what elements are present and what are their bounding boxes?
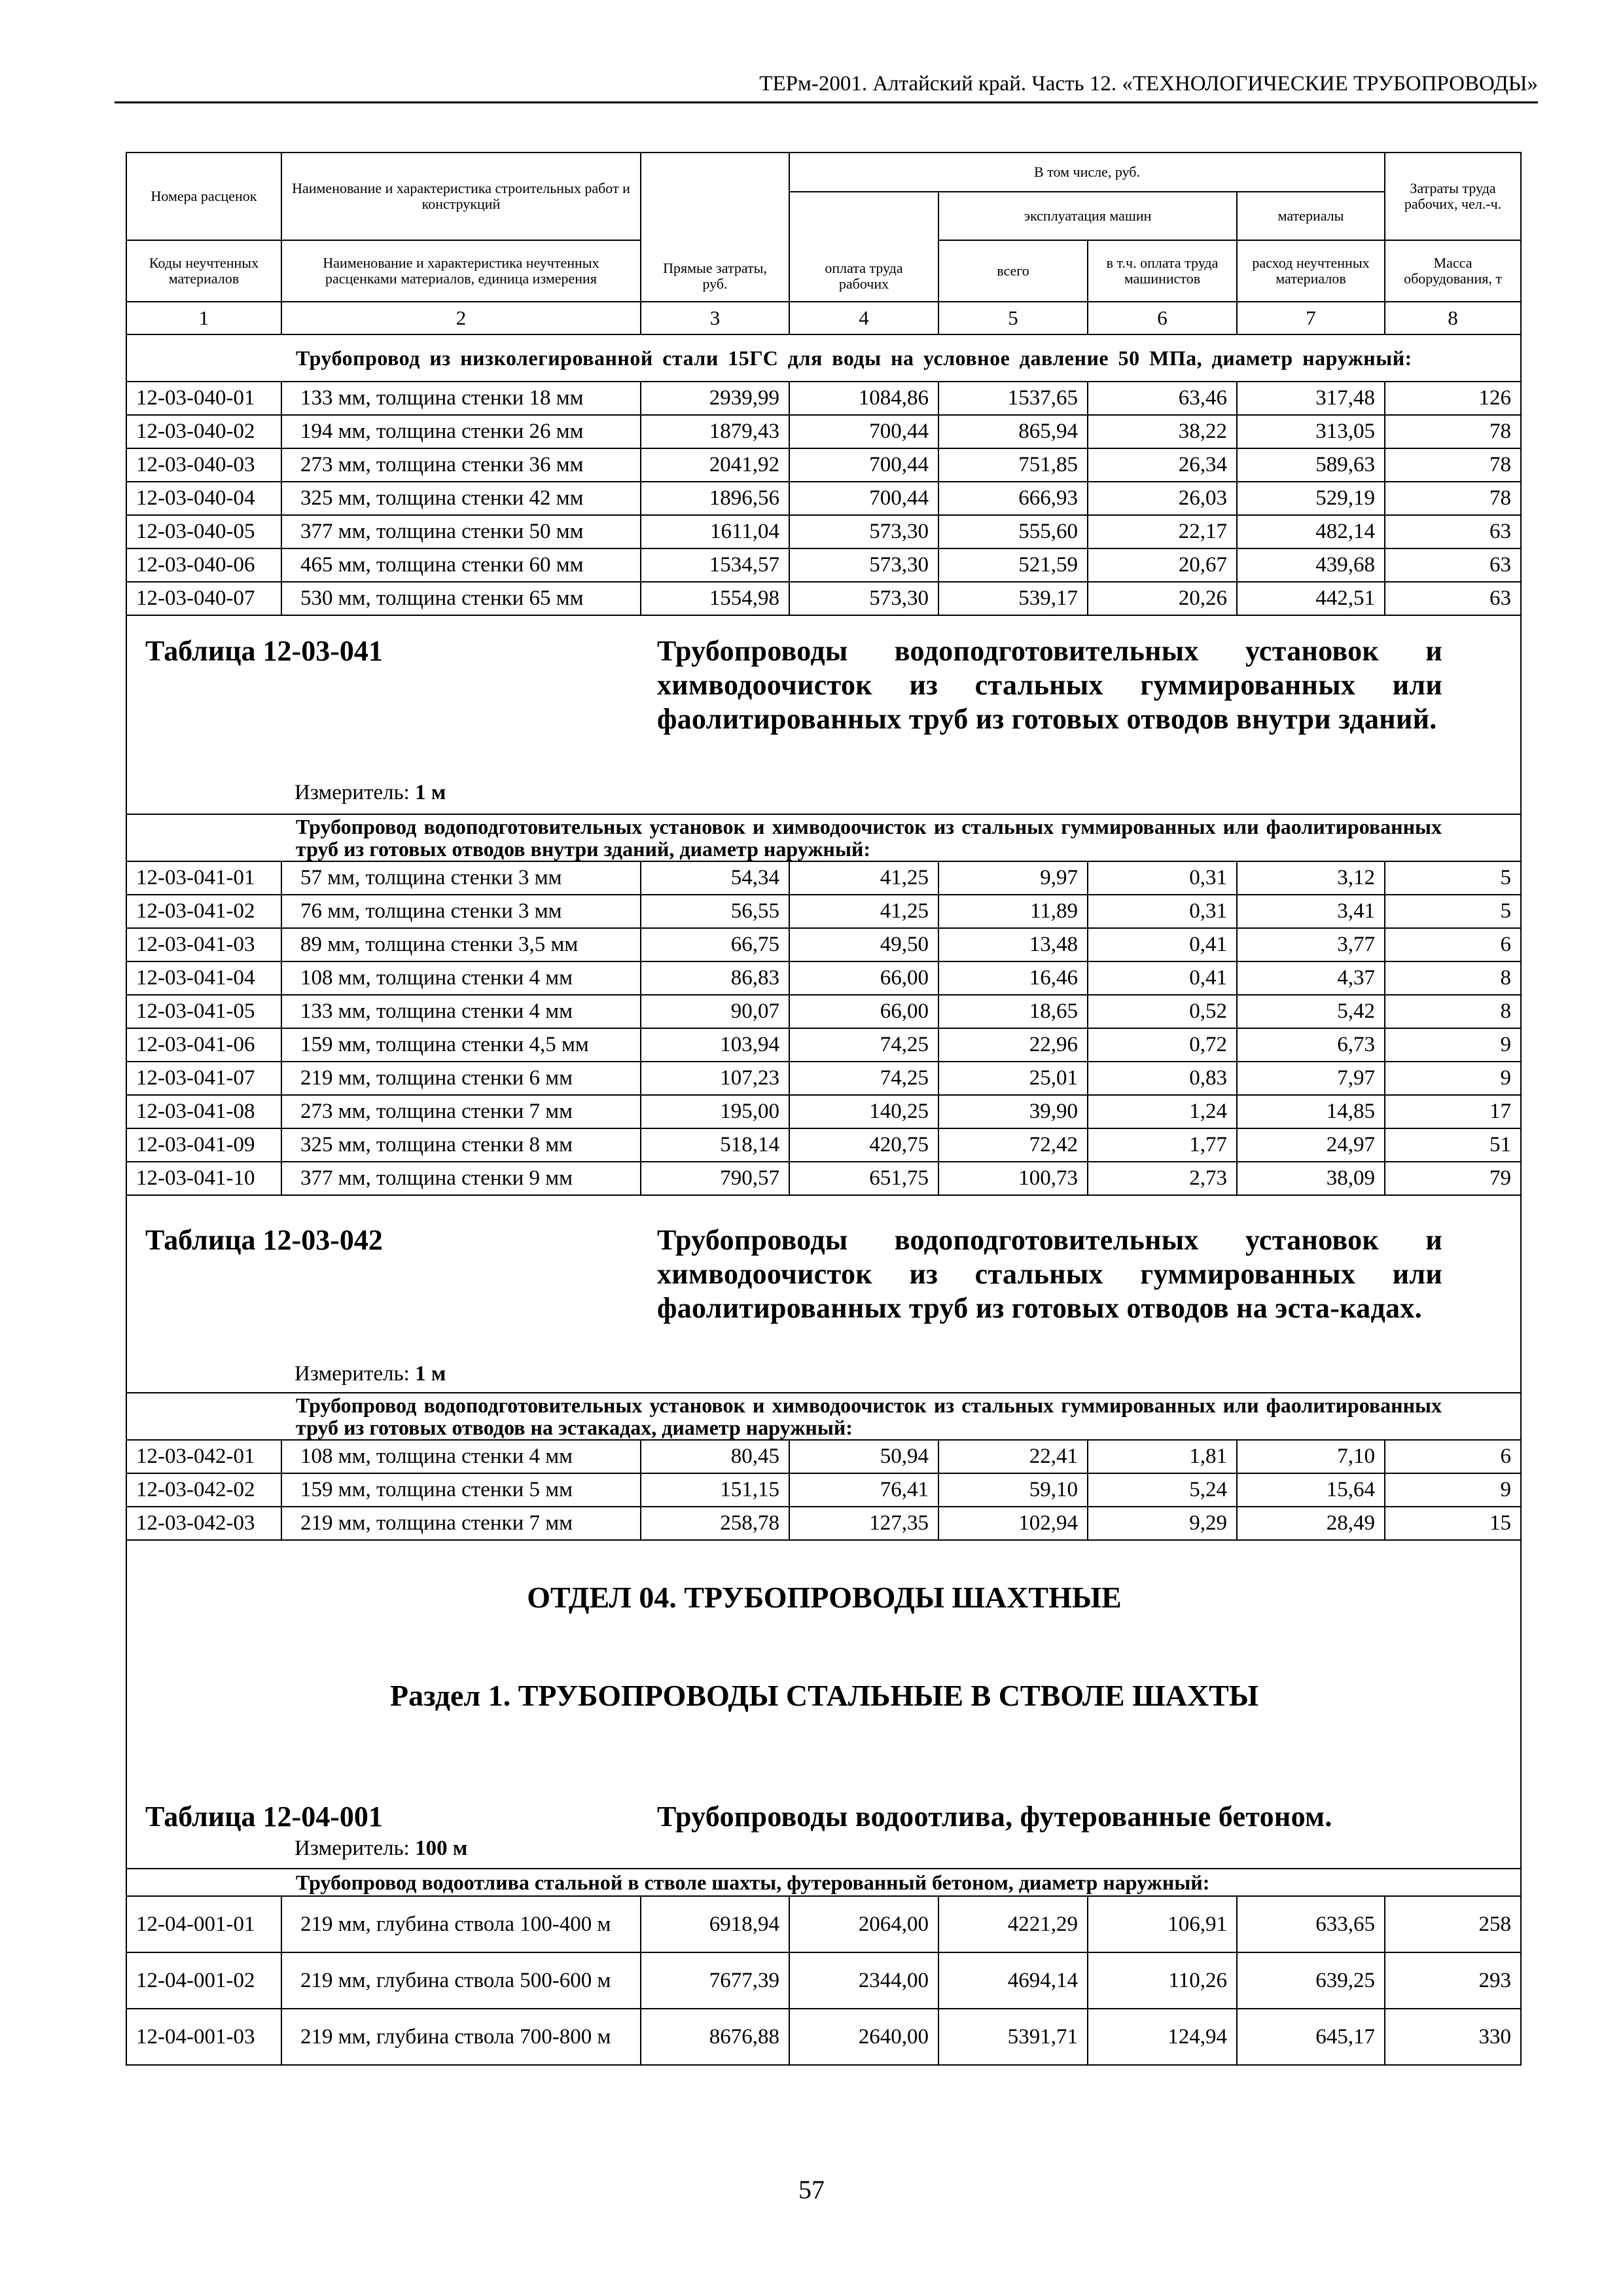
table-row	[126, 2009, 1521, 2065]
group-heading-row	[126, 814, 1521, 861]
labor-hours: 63	[1385, 582, 1521, 615]
rows-12-03-042	[126, 1440, 1521, 1540]
labor-hours: 258	[1385, 1896, 1521, 1952]
labor-hours: 9	[1385, 1473, 1521, 1507]
table-title: Таблица 12-03-041	[145, 635, 383, 667]
labor-hours: 63	[1385, 515, 1521, 548]
group-heading-row	[126, 1869, 1521, 1896]
table-row	[126, 415, 1521, 448]
labor-hours: 63	[1385, 548, 1521, 582]
labor-pay: 41,25	[789, 861, 938, 895]
materials-cost: 4,37	[1237, 961, 1385, 995]
rate-code: 12-03-041-03	[126, 928, 281, 961]
table-row	[126, 1473, 1521, 1507]
machine-op-total: 16,46	[938, 961, 1088, 995]
machine-op-total: 22,41	[938, 1440, 1088, 1473]
table-row	[126, 1062, 1521, 1095]
materials-cost: 589,63	[1237, 448, 1385, 482]
table-row	[126, 961, 1521, 995]
table-meter	[294, 1837, 467, 1861]
header-material-codes: Коды неучтенных материалов	[126, 240, 281, 302]
group-heading: Трубопровод из низколегированной стали 15ГС для воды на условное давление 50 МПа, диаметр наружный:	[281, 334, 1521, 382]
group-heading-row	[126, 1393, 1521, 1440]
materials-cost: 5,42	[1237, 995, 1385, 1028]
labor-pay: 140,25	[789, 1095, 938, 1128]
labor-pay: 700,44	[789, 415, 938, 448]
materials-cost: 3,41	[1237, 895, 1385, 928]
table-row	[126, 1440, 1521, 1473]
machinist-pay: 2,73	[1088, 1162, 1237, 1195]
table-meter	[294, 1362, 446, 1386]
work-description: 108 мм, толщина стенки 4 мм	[281, 961, 641, 995]
machine-op-total: 865,94	[938, 415, 1088, 448]
header-unaccounted-consumption: расход неучтенных материалов	[1237, 240, 1385, 302]
department-block	[126, 1540, 1521, 1869]
machinist-pay: 0,31	[1088, 861, 1237, 895]
direct-costs: 6918,94	[641, 1896, 789, 1952]
column-number: 5	[938, 302, 1088, 334]
materials-cost: 15,64	[1237, 1473, 1385, 1507]
header-equipment-mass: Масса оборудования, т	[1385, 240, 1521, 302]
labor-pay: 66,00	[789, 961, 938, 995]
materials-cost: 313,05	[1237, 415, 1385, 448]
materials-cost: 38,09	[1237, 1162, 1385, 1195]
labor-pay: 49,50	[789, 928, 938, 961]
direct-costs: 790,57	[641, 1162, 789, 1195]
direct-costs: 1879,43	[641, 415, 789, 448]
labor-hours: 78	[1385, 482, 1521, 515]
labor-hours: 79	[1385, 1162, 1521, 1195]
labor-hours: 293	[1385, 1952, 1521, 2009]
work-description: 133 мм, толщина стенки 4 мм	[281, 995, 641, 1028]
materials-cost: 28,49	[1237, 1507, 1385, 1540]
group-heading: Трубопровод водоотлива стальной в стволе шахты, футерованный бетоном, диаметр наружный:	[281, 1869, 1521, 1896]
table-row	[126, 928, 1521, 961]
table-title-block	[126, 1195, 1521, 1393]
work-description: 219 мм, глубина ствола 100-400 м	[281, 1896, 641, 1952]
labor-pay: 700,44	[789, 448, 938, 482]
meter-value: 1 м	[415, 781, 446, 804]
table-description: Трубопроводы водоподготовительных установок и химводоочисток из стальных гуммированных или фаолитированных труб из готовых отводов внутри зданий.	[657, 635, 1442, 735]
materials-cost: 442,51	[1237, 582, 1385, 615]
labor-pay: 700,44	[789, 482, 938, 515]
rows-12-03-041	[126, 861, 1521, 1195]
labor-pay: 66,00	[789, 995, 938, 1028]
work-description: 159 мм, толщина стенки 5 мм	[281, 1473, 641, 1507]
labor-pay: 2640,00	[789, 2009, 938, 2065]
table-row	[126, 995, 1521, 1028]
document-body	[126, 152, 1520, 2066]
table-row	[126, 548, 1521, 582]
work-description: 57 мм, толщина стенки 3 мм	[281, 861, 641, 895]
column-number: 7	[1237, 302, 1385, 334]
labor-hours: 15	[1385, 1507, 1521, 1540]
materials-cost: 6,73	[1237, 1028, 1385, 1062]
machine-op-total: 22,96	[938, 1028, 1088, 1062]
table-description: Трубопроводы водоподготовительных установок и химводоочисток из стальных гуммированных или фаолитированных труб из готовых отводов на эста-кадах.	[657, 1224, 1442, 1324]
machinist-pay: 0,41	[1088, 928, 1237, 961]
machinist-pay: 38,22	[1088, 415, 1237, 448]
materials-cost: 317,48	[1237, 382, 1385, 415]
column-number: 6	[1088, 302, 1237, 334]
rows-12-03-040	[126, 382, 1521, 615]
materials-cost: 645,17	[1237, 2009, 1385, 2065]
header-material-name: Наименование и характеристика неучтенных расценками материалов, единица измерения	[281, 240, 641, 302]
direct-costs: 86,83	[641, 961, 789, 995]
department-heading: ОТДЕЛ 04. ТРУБОПРОВОДЫ ШАХТНЫЕ	[527, 1581, 1122, 1614]
meter-value: 100 м	[415, 1837, 468, 1860]
table-header-row-1	[126, 152, 1521, 192]
direct-costs: 2939,99	[641, 382, 789, 415]
meter-label: Измеритель:	[294, 1362, 410, 1386]
direct-costs: 107,23	[641, 1062, 789, 1095]
labor-pay: 573,30	[789, 582, 938, 615]
section-heading: Раздел 1. ТРУБОПРОВОДЫ СТАЛЬНЫЕ В СТВОЛЕ ШАХТЫ	[389, 1679, 1259, 1712]
machinist-pay: 20,67	[1088, 548, 1237, 582]
machinist-pay: 0,52	[1088, 995, 1237, 1028]
header-rate-numbers: Номера расценок	[126, 152, 281, 240]
table-row	[126, 1095, 1521, 1128]
labor-hours: 8	[1385, 961, 1521, 995]
direct-costs: 195,00	[641, 1095, 789, 1128]
header-labor-costs: Затраты труда рабочих, чел.-ч.	[1385, 152, 1521, 240]
table-row	[126, 1162, 1521, 1195]
rate-code: 12-03-042-03	[126, 1507, 281, 1540]
column-number: 2	[281, 302, 641, 334]
header-direct-costs: Прямые затраты, руб.	[641, 152, 789, 302]
rate-code: 12-03-040-03	[126, 448, 281, 482]
direct-costs: 56,55	[641, 895, 789, 928]
header-work-name: Наименование и характеристика строительных работ и конструкций	[281, 152, 641, 240]
labor-pay: 420,75	[789, 1128, 938, 1162]
labor-hours: 51	[1385, 1128, 1521, 1162]
machine-op-total: 72,42	[938, 1128, 1088, 1162]
materials-cost: 639,25	[1237, 1952, 1385, 2009]
machinist-pay: 106,91	[1088, 1896, 1237, 1952]
table-title: Таблица 12-04-001	[145, 1801, 383, 1833]
rate-code: 12-04-001-03	[126, 2009, 281, 2065]
machine-op-total: 59,10	[938, 1473, 1088, 1507]
group-heading: Трубопровод водоподготовительных установок и химводоочисток из стальных гуммированных или фаолитированных труб из готовых отводов на эстакадах, диаметр наружный:	[281, 1393, 1521, 1440]
materials-cost: 633,65	[1237, 1896, 1385, 1952]
labor-pay: 76,41	[789, 1473, 938, 1507]
machinist-pay: 22,17	[1088, 515, 1237, 548]
direct-costs: 66,75	[641, 928, 789, 961]
machinist-pay: 26,03	[1088, 482, 1237, 515]
work-description: 273 мм, толщина стенки 36 мм	[281, 448, 641, 482]
rate-code: 12-03-041-01	[126, 861, 281, 895]
machinist-pay: 0,41	[1088, 961, 1237, 995]
labor-hours: 78	[1385, 448, 1521, 482]
work-description: 377 мм, толщина стенки 50 мм	[281, 515, 641, 548]
work-description: 76 мм, толщина стенки 3 мм	[281, 895, 641, 928]
page-number: 57	[798, 2175, 825, 2204]
labor-pay: 1084,86	[789, 382, 938, 415]
rate-code: 12-03-040-02	[126, 415, 281, 448]
rate-code: 12-03-040-04	[126, 482, 281, 515]
materials-cost: 7,97	[1237, 1062, 1385, 1095]
rate-code: 12-03-041-10	[126, 1162, 281, 1195]
work-description: 108 мм, толщина стенки 4 мм	[281, 1440, 641, 1473]
machinist-pay: 0,83	[1088, 1062, 1237, 1095]
group-heading: Трубопровод водоподготовительных установок и химводоочисток из стальных гуммированных или фаолитированных труб из готовых отводов внутри зданий, диаметр наружный:	[281, 814, 1521, 861]
labor-pay: 74,25	[789, 1028, 938, 1062]
header-machine-op: эксплуатация машин	[938, 192, 1237, 240]
machinist-pay: 26,34	[1088, 448, 1237, 482]
machine-op-total: 18,65	[938, 995, 1088, 1028]
labor-hours: 78	[1385, 415, 1521, 448]
work-description: 219 мм, толщина стенки 7 мм	[281, 1507, 641, 1540]
column-number: 1	[126, 302, 281, 334]
materials-cost: 439,68	[1237, 548, 1385, 582]
group-heading-row	[126, 334, 1521, 382]
work-description: 133 мм, толщина стенки 18 мм	[281, 382, 641, 415]
column-number: 3	[641, 302, 789, 334]
labor-pay: 127,35	[789, 1507, 938, 1540]
machinist-pay: 9,29	[1088, 1507, 1237, 1540]
column-number: 8	[1385, 302, 1521, 334]
labor-pay: 573,30	[789, 548, 938, 582]
work-description: 159 мм, толщина стенки 4,5 мм	[281, 1028, 641, 1062]
labor-hours: 9	[1385, 1028, 1521, 1062]
direct-costs: 103,94	[641, 1028, 789, 1062]
rate-code: 12-03-041-02	[126, 895, 281, 928]
work-description: 194 мм, толщина стенки 26 мм	[281, 415, 641, 448]
labor-hours: 17	[1385, 1095, 1521, 1128]
machine-op-total: 100,73	[938, 1162, 1088, 1195]
labor-hours: 126	[1385, 382, 1521, 415]
machine-op-total: 4221,29	[938, 1896, 1088, 1952]
machinist-pay: 0,31	[1088, 895, 1237, 928]
labor-hours: 6	[1385, 928, 1521, 961]
table-row	[126, 482, 1521, 515]
machine-op-total: 4694,14	[938, 1952, 1088, 2009]
machine-op-total: 39,90	[938, 1095, 1088, 1128]
direct-costs: 151,15	[641, 1473, 789, 1507]
meter-label: Измеритель:	[294, 1837, 410, 1860]
machine-op-total: 751,85	[938, 448, 1088, 482]
labor-hours: 6	[1385, 1440, 1521, 1473]
labor-hours: 5	[1385, 895, 1521, 928]
labor-pay: 50,94	[789, 1440, 938, 1473]
column-number: 4	[789, 302, 938, 334]
work-description: 219 мм, толщина стенки 6 мм	[281, 1062, 641, 1095]
machinist-pay: 0,72	[1088, 1028, 1237, 1062]
labor-pay: 41,25	[789, 895, 938, 928]
rate-code: 12-03-041-09	[126, 1128, 281, 1162]
machine-op-total: 25,01	[938, 1062, 1088, 1095]
work-description: 273 мм, толщина стенки 7 мм	[281, 1095, 641, 1128]
machine-op-total: 13,48	[938, 928, 1088, 961]
header-including: В том числе, руб.	[789, 152, 1385, 192]
direct-costs: 8676,88	[641, 2009, 789, 2065]
table-row	[126, 448, 1521, 482]
labor-pay: 651,75	[789, 1162, 938, 1195]
table-title-block	[126, 615, 1521, 814]
table-row	[126, 1952, 1521, 2009]
table-title: Таблица 12-03-042	[145, 1224, 383, 1256]
direct-costs: 1534,57	[641, 548, 789, 582]
machinist-pay: 124,94	[1088, 2009, 1237, 2065]
machinist-pay: 5,24	[1088, 1473, 1237, 1507]
materials-cost: 14,85	[1237, 1095, 1385, 1128]
table-row	[126, 895, 1521, 928]
direct-costs: 1611,04	[641, 515, 789, 548]
direct-costs: 80,45	[641, 1440, 789, 1473]
direct-costs: 258,78	[641, 1507, 789, 1540]
rate-code: 12-03-040-07	[126, 582, 281, 615]
rate-code: 12-03-041-08	[126, 1095, 281, 1128]
rates-table	[126, 152, 1522, 2066]
rate-code: 12-03-042-01	[126, 1440, 281, 1473]
table-row	[126, 1128, 1521, 1162]
machine-op-total: 9,97	[938, 861, 1088, 895]
work-description: 219 мм, глубина ствола 700-800 м	[281, 2009, 641, 2065]
machinist-pay: 63,46	[1088, 382, 1237, 415]
direct-costs: 518,14	[641, 1128, 789, 1162]
machinist-pay: 1,24	[1088, 1095, 1237, 1128]
direct-costs: 1896,56	[641, 482, 789, 515]
rate-code: 12-03-041-06	[126, 1028, 281, 1062]
rate-code: 12-03-041-07	[126, 1062, 281, 1095]
meter-value: 1 м	[415, 1362, 446, 1386]
rate-code: 12-03-040-01	[126, 382, 281, 415]
meter-label: Измеритель:	[294, 781, 410, 804]
machinist-pay: 1,77	[1088, 1128, 1237, 1162]
table-description: Трубопроводы водоотлива, футерованные бетоном.	[657, 1801, 1332, 1833]
table-row	[126, 1507, 1521, 1540]
labor-pay: 573,30	[789, 515, 938, 548]
materials-cost: 3,77	[1237, 928, 1385, 961]
materials-cost: 3,12	[1237, 861, 1385, 895]
materials-cost: 529,19	[1237, 482, 1385, 515]
labor-hours: 9	[1385, 1062, 1521, 1095]
header-materials: материалы	[1237, 192, 1385, 240]
labor-pay: 74,25	[789, 1062, 938, 1095]
materials-cost: 7,10	[1237, 1440, 1385, 1473]
table-row	[126, 861, 1521, 895]
labor-pay: 2344,00	[789, 1952, 938, 2009]
table-row	[126, 382, 1521, 415]
table-meter	[294, 781, 446, 805]
machine-op-total: 521,59	[938, 548, 1088, 582]
labor-hours: 8	[1385, 995, 1521, 1028]
machine-op-total: 11,89	[938, 895, 1088, 928]
machine-op-total: 1537,65	[938, 382, 1088, 415]
work-description: 325 мм, толщина стенки 42 мм	[281, 482, 641, 515]
machinist-pay: 20,26	[1088, 582, 1237, 615]
materials-cost: 482,14	[1237, 515, 1385, 548]
work-description: 530 мм, толщина стенки 65 мм	[281, 582, 641, 615]
table-row	[126, 582, 1521, 615]
labor-hours: 330	[1385, 2009, 1521, 2065]
direct-costs: 2041,92	[641, 448, 789, 482]
work-description: 325 мм, толщина стенки 8 мм	[281, 1128, 641, 1162]
machine-op-total: 666,93	[938, 482, 1088, 515]
table-row	[126, 515, 1521, 548]
column-number-row	[126, 302, 1521, 334]
labor-hours: 5	[1385, 861, 1521, 895]
machinist-pay: 110,26	[1088, 1952, 1237, 2009]
work-description: 377 мм, толщина стенки 9 мм	[281, 1162, 641, 1195]
rate-code: 12-04-001-02	[126, 1952, 281, 2009]
direct-costs: 54,34	[641, 861, 789, 895]
rate-code: 12-03-041-04	[126, 961, 281, 995]
rate-code: 12-03-042-02	[126, 1473, 281, 1507]
machine-op-total: 102,94	[938, 1507, 1088, 1540]
labor-pay: 2064,00	[789, 1896, 938, 1952]
machine-op-total: 555,60	[938, 515, 1088, 548]
rows-12-04-001	[126, 1896, 1521, 2065]
running-header: ТЕРм-2001. Алтайский край. Часть 12. «ТЕХНОЛОГИЧЕСКИЕ ТРУБОПРОВОДЫ»	[115, 72, 1538, 103]
rate-code: 12-04-001-01	[126, 1896, 281, 1952]
rate-code: 12-03-040-05	[126, 515, 281, 548]
rate-code: 12-03-040-06	[126, 548, 281, 582]
direct-costs: 1554,98	[641, 582, 789, 615]
work-description: 89 мм, толщина стенки 3,5 мм	[281, 928, 641, 961]
header-total: всего	[938, 240, 1088, 302]
header-machinist-pay: в т.ч. оплата труда машинистов	[1088, 240, 1237, 302]
direct-costs: 90,07	[641, 995, 789, 1028]
machine-op-total: 5391,71	[938, 2009, 1088, 2065]
header-labor-pay: оплата труда рабочих	[789, 192, 938, 302]
machinist-pay: 1,81	[1088, 1440, 1237, 1473]
work-description: 219 мм, глубина ствола 500-600 м	[281, 1952, 641, 2009]
table-row	[126, 1896, 1521, 1952]
table-row	[126, 1028, 1521, 1062]
materials-cost: 24,97	[1237, 1128, 1385, 1162]
direct-costs: 7677,39	[641, 1952, 789, 2009]
rate-code: 12-03-041-05	[126, 995, 281, 1028]
work-description: 465 мм, толщина стенки 60 мм	[281, 548, 641, 582]
machine-op-total: 539,17	[938, 582, 1088, 615]
